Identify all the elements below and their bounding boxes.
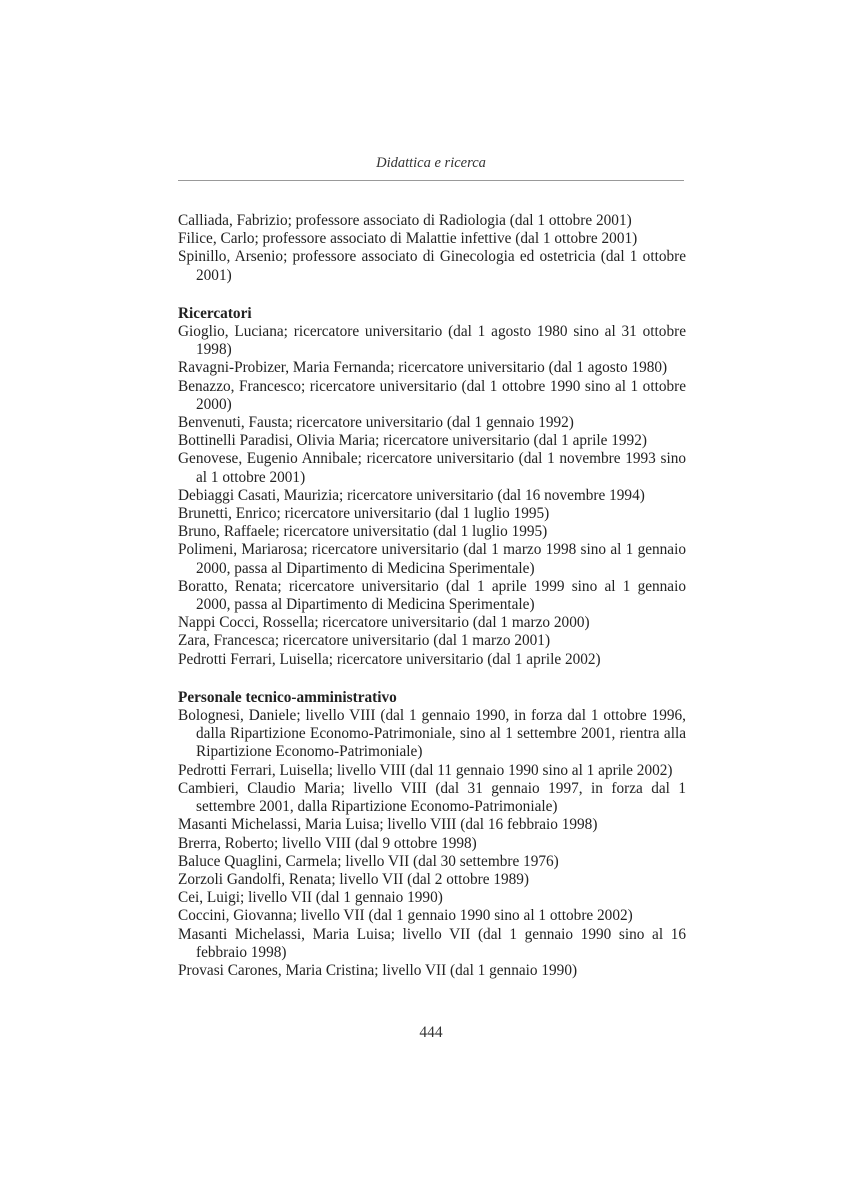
list-item: Debiaggi Casati, Maurizia; ricercatore universitario (dal 16 novembre 1994): [178, 486, 645, 504]
list-item: Coccini, Giovanna; livello VII (dal 1 gennaio 1990 sino al 1 ottobre 2002): [178, 907, 633, 925]
list-item: Bruno, Raffaele; ricercatore universitatio (dal 1 luglio 1995): [178, 523, 548, 541]
page-number: 444: [419, 1024, 443, 1041]
list-item: Pedrotti Ferrari, Luisella; livello VIII (dal 11 gennaio 1990 sino al 1 aprile 2002): [178, 761, 673, 779]
list-item: Zorzoli Gandolfi, Renata; livello VII (dal 2 ottobre 1989): [178, 870, 530, 888]
list-item: Baluce Quaglini, Carmela; livello VII (dal 30 settembre 1976): [178, 852, 559, 870]
list-item: Benvenuti, Fausta; ricercatore universitario (dal 1 gennaio 1992): [178, 414, 574, 432]
section-personale: [178, 689, 686, 980]
header-rule: [178, 180, 684, 181]
section-title: Personale tecnico-amministrativo: [178, 688, 397, 706]
list-item: Masanti Michelassi, Maria Luisa; livello VII (dal 1 gennaio 1990 sino al 16 febbraio 1998): [178, 925, 686, 961]
list-item: Provasi Carones, Maria Cristina; livello VII (dal 1 gennaio 1990): [178, 961, 578, 979]
list-item: Ravagni-Probizer, Maria Fernanda; ricercatore universitario (dal 1 agosto 1980): [178, 359, 668, 377]
list-item: Genovese, Eugenio Annibale; ricercatore universitario (dal 1 novembre 1993 sino al 1 ottobre 2001): [178, 450, 686, 486]
list-item: Zara, Francesca; ricercatore universitario (dal 1 marzo 2001): [178, 632, 551, 650]
list-item: Bolognesi, Daniele; livello VIII (dal 1 gennaio 1990, in forza dal 1 ottobre 1996, dalla Ripartizione Economo-Patrimoniale, sino al 1 settembre 2001, rientra alla Ripartizione Economo-Patrimoniale): [178, 707, 686, 761]
list-item: Spinillo, Arsenio; professore associato di Ginecologia ed ostetricia (dal 1 ottobre 2001): [178, 248, 686, 284]
list-item: Polimeni, Mariarosa; ricercatore universitario (dal 1 marzo 1998 sino al 1 gennaio 2000, passa al Dipartimento di Medicina Sperimentale): [178, 541, 686, 577]
list-item: Filice, Carlo; professore associato di Malattie infettive (dal 1 ottobre 2001): [178, 230, 638, 248]
list-item: Boratto, Renata; ricercatore universitario (dal 1 aprile 1999 sino al 1 gennaio 2000, passa al Dipartimento di Medicina Sperimentale): [178, 577, 686, 614]
page-content: [178, 212, 686, 980]
list-item: Brerra, Roberto; livello VIII (dal 9 ottobre 1998): [178, 834, 477, 852]
list-item: Cei, Luigi; livello VII (dal 1 gennaio 1990): [178, 889, 443, 907]
list-item: Bottinelli Paradisi, Olivia Maria; ricercatore universitario (dal 1 aprile 1992): [178, 432, 647, 450]
running-header: Didattica e ricerca: [376, 155, 486, 171]
list-item: Pedrotti Ferrari, Luisella; ricercatore universitario (dal 1 aprile 2002): [178, 650, 601, 668]
list-item: Masanti Michelassi, Maria Luisa; livello VIII (dal 16 febbraio 1998): [178, 816, 598, 834]
list-item: Nappi Cocci, Rossella; ricercatore universitario (dal 1 marzo 2000): [178, 614, 590, 632]
section-title: Ricercatori: [178, 304, 252, 322]
list-item: Benazzo, Francesco; ricercatore universitario (dal 1 ottobre 1990 sino al 1 ottobre 2000): [178, 377, 686, 413]
list-item: Cambieri, Claudio Maria; livello VIII (dal 31 gennaio 1997, in forza dal 1 settembre 2001, dalla Ripartizione Economo-Patrimoniale): [178, 779, 686, 816]
list-item: Gioglio, Luciana; ricercatore universitario (dal 1 agosto 1980 sino al 31 ottobre 1998): [178, 323, 686, 359]
section-ricercatori: [178, 305, 686, 669]
list-item: Brunetti, Enrico; ricercatore universitario (dal 1 luglio 1995): [178, 505, 550, 523]
list-item: Calliada, Fabrizio; professore associato di Radiologia (dal 1 ottobre 2001): [178, 212, 632, 229]
intro-list: [178, 212, 686, 285]
